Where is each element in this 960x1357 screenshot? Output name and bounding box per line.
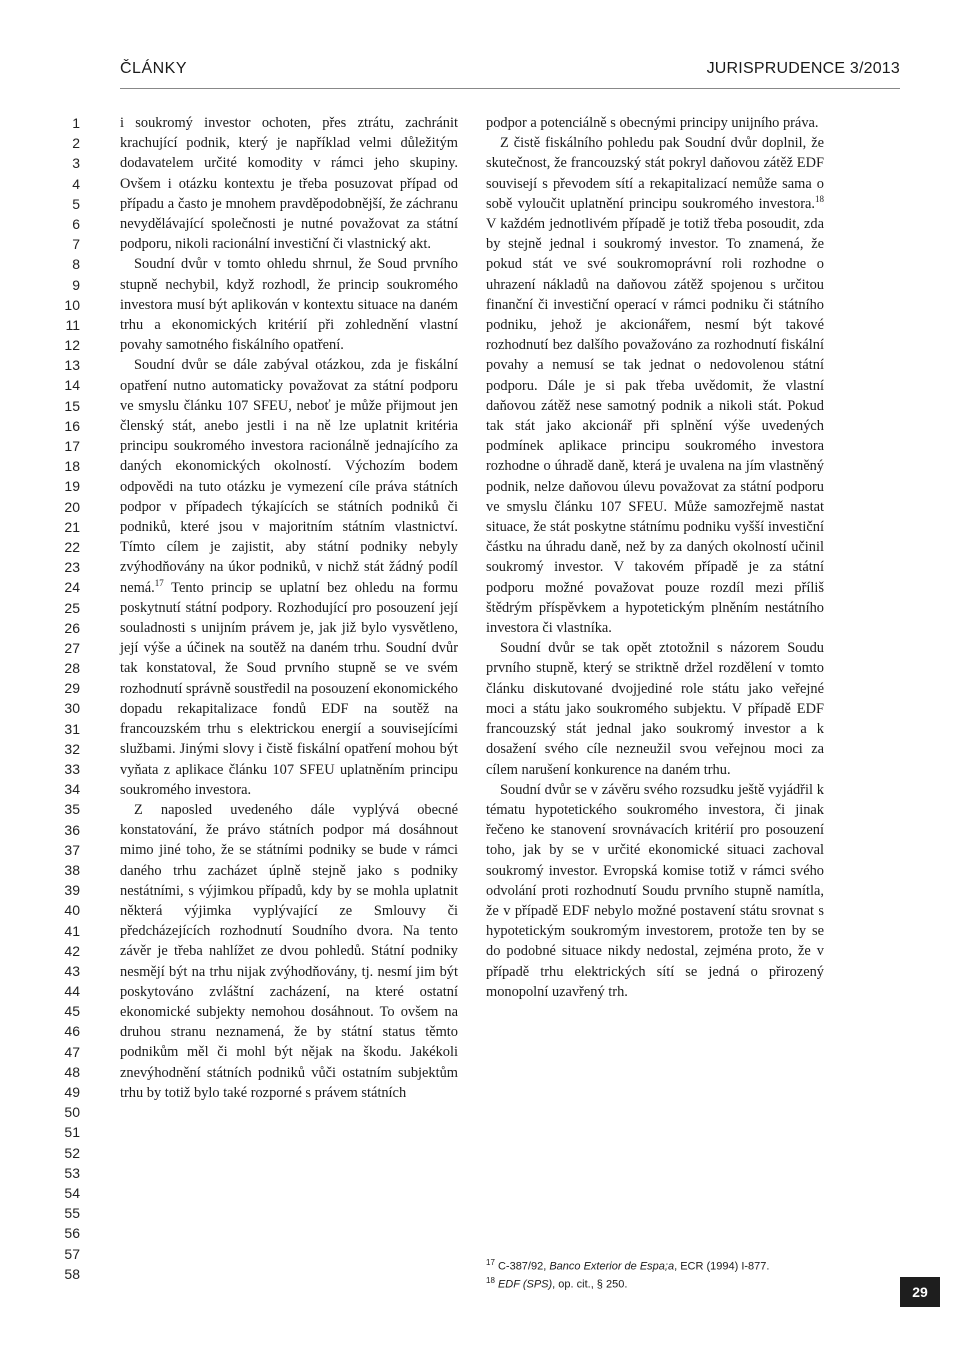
line-number: 30 (64, 700, 80, 717)
footnote-number: 17 (486, 1258, 495, 1267)
right-column (486, 113, 824, 1002)
header-rule (120, 88, 900, 89)
line-number: 2 (72, 135, 80, 152)
line-number: 35 (64, 801, 80, 818)
line-number: 38 (64, 861, 80, 878)
line-number: 31 (64, 720, 80, 737)
line-number: 54 (64, 1184, 80, 1201)
footnotes (486, 1256, 886, 1291)
footnote-text: , op. cit., § 250. (552, 1278, 628, 1291)
line-number: 36 (64, 821, 80, 838)
footnote (486, 1274, 886, 1292)
line-number: 17 (64, 438, 80, 454)
line-number: 52 (64, 1144, 80, 1161)
journal-label: JURISPRUDENCE 3/2013 (706, 60, 900, 77)
text-run: Tento princip se uplatní bez ohledu na formu poskytnutí státní podpory. Rozhodující pro posouzení její souladnosti s unijním právem je, jak již bylo vysvětleno, její výše a účinek na soutěž na daném trhu. Soudní dvůr tak konstatoval, že Soud prvního stupně se ve svém rozhodnutí správně soustředil na posouzení ekonomického dopadu rekapitalizace fondů EDF na soutěž na francouzském trhu s elektrickou energií a souvisejícími službami. Jinými slovy i čistě fiskální opatření mohou být vyňata z aplikace článku 107 SFEU uplatněním principu soukromého investora. (120, 579, 458, 798)
line-number: 43 (64, 962, 80, 979)
line-number: 20 (64, 498, 80, 515)
page-number-badge: 29 (900, 1277, 940, 1307)
line-number: 10 (64, 296, 80, 313)
footnote-text: C-387/92, (497, 1260, 550, 1273)
line-number: 37 (64, 841, 80, 858)
line-number: 46 (64, 1023, 80, 1040)
line-number: 47 (64, 1043, 80, 1060)
line-number: 45 (64, 1003, 80, 1020)
line-number: 26 (64, 619, 80, 636)
line-number: 39 (64, 882, 80, 899)
line-number: 4 (72, 175, 80, 192)
line-number: 11 (65, 316, 80, 333)
line-number: 51 (64, 1124, 80, 1141)
line-number: 33 (64, 761, 80, 777)
line-number: 15 (64, 397, 80, 414)
line-number: 8 (72, 256, 80, 273)
line-number: 1 (72, 115, 80, 131)
left-column (120, 113, 458, 1103)
footnote-case-name: EDF (SPS) (497, 1278, 553, 1291)
line-number: 53 (64, 1164, 80, 1181)
section-label: ČLÁNKY (120, 60, 188, 77)
line-number: 14 (64, 377, 80, 394)
line-number: 28 (64, 660, 80, 677)
line-number: 18 (64, 458, 80, 475)
line-number: 41 (64, 922, 80, 939)
line-number: 25 (64, 599, 80, 616)
footnote-number: 18 (486, 1275, 495, 1285)
footnote-case-name: Banco Exterior de Espa;a (549, 1260, 675, 1273)
line-number: 3 (72, 155, 80, 172)
line-number: 58 (64, 1265, 80, 1282)
line-number: 13 (64, 357, 80, 374)
paragraph (486, 133, 824, 638)
line-number: 21 (64, 518, 80, 535)
line-number: 40 (64, 902, 80, 919)
text-run: Z čistě fiskálního pohledu pak Soudní dvůr doplnil, že skutečnost, že francouzský stát pokryl daňovou zátěž EDF souvisejí s převodem sítí a rekapitalizací nemůže sama o sobě vyloučit uplatnění principu soukromého investora. (486, 135, 824, 212)
line-number: 27 (64, 639, 80, 656)
paragraph: podpor a potenciálně s obecnými principy unijního práva. (486, 115, 819, 131)
paragraph: Soudní dvůr v tomto ohledu shrnul, že Soud prvního stupně nechybil, když rozhodl, že princip soukromého investora musí být aplikován v kontextu situace na daném trhu a ekonomických kritérií při zohlednění vlastní povahy samotného fiskálního opatření. (120, 256, 458, 354)
paragraph: i soukromý investor ochoten, přes ztrátu, zachránit krachující podnik, který je například velmi důležitým dodavatelem určité komodity v rámci jeho skupiny. Ovšem i otázku kontextu je třeba posuzovat případ od případu a často je mnohem pravděpodobnější, že záchranu nevydělávající společnosti je nutné považovat za státní podporu, nikoli racionální investiční či vlastnický akt. (120, 115, 458, 253)
footnote-ref: 18 (815, 194, 824, 205)
line-number: 49 (64, 1084, 80, 1100)
line-numbers (40, 113, 80, 1284)
line-number: 23 (64, 559, 80, 576)
line-number: 48 (64, 1063, 80, 1080)
line-number: 44 (64, 983, 80, 1000)
line-number: 19 (64, 478, 80, 495)
line-number: 34 (64, 781, 80, 798)
paragraph: Soudní dvůr se tak opět ztotožnil s názorem Soudu prvního stupně, který se striktně držel rozdělení v tomto článku diskutované dvojjediné role státu jako veřejné moci a státu jako soukromého subjektu. V případě EDF francouzský stát jednal jako soukromý investor a k dosažení svého cíle nezneužil svou veřejnou moci za cílem narušení konkurence na daném trhu. (486, 640, 824, 778)
line-number: 22 (64, 538, 80, 555)
running-header (120, 58, 900, 82)
text-run: Soudní dvůr se dále zabýval otázkou, zda je fiskální opatření nutno automaticky považovat za státní podporu ve smyslu článku 107 SFEU, neboť je může přijmout jen členský stát, anebo jestli i na ně lze uplatnit kritéria principu soukromého investora racionálně jednajícího za daných ekonomických okolností. Výchozím bodem odpovědi na tuto otázku je vymezení cíle práva státních podpor v případech týkajících se státních podniků či podniků, které jsou v majoritním státním vlastnictví. Tímto cílem je zajistit, aby státní podniky nebyly zvýhodňovány na úkor podniků, v nichž stát žádný podíl nemá. (120, 357, 458, 596)
line-number: 50 (64, 1104, 80, 1121)
line-number: 56 (64, 1225, 80, 1242)
line-number: 7 (72, 236, 80, 253)
line-number: 32 (64, 740, 80, 757)
paragraph (120, 355, 458, 799)
text-run: V každém jednotlivém případě je totiž třeba posoudit, zda by stejně jednal i soukromý investor. To znamená, že pokud stát ve své soukromoprávní roli rozhodne o uhrazení nákladů na daňovou zátěž spojenou s určitou finanční či investiční operací v rámci podniku či státního podniku, jehož je akcionářem, nesmí být takové rozhodnutí bez dalšího považováno za rozhodnutí fiskální povahy a nemusí se tak jednat o nedovolenou státní podporu. Dále je si pak třeba uvědomit, že vlastní daňovou zátěž nese samotný podnik a nikoli stát. Pokud tak stát jako akcionář při splnění výše uvedených podmínek aplikace principu soukromého investora rozhodne o úhradě daně, která je uvalena na jím vlastněný podnik, nelze daňovou úlevu považovat za státní podporu ve smyslu článku 107 SFEU. Může samozřejmě nastat situace, že stát poskytne státnímu podniku vyšší investiční částku na úhradu daně, než by za daných okolností učinil soukromý investor. V takovém případě je za státní podporu možné považovat pouze rozdíl mezi příliš štědrým příspěvkem a hypotetickým plněním nestátního investora či vlastníka. (486, 216, 824, 637)
paragraph: Soudní dvůr se v závěru svého rozsudku ještě vyjádřil k tématu hypotetického soukromého investora, či jinak řečeno ke stanovení srovnávacích kritérií pro posouzení toho, jak by se v určité ekonomické situaci zachoval soukromý investor. Evropská komise totiž v rámci svého odvolání proti rozhodnutí Soudu prvního stupně namítla, že v případě EDF nebylo možné postavení státu srovnat s hypotetickým soukromým investorem, protože ten by se do podobné situace nikdy nedostal, zejména proto, že v případě trhu elektrických sítí se jedná o přirozený monopolní uzavřený trh. (486, 781, 824, 1000)
line-number: 57 (64, 1245, 80, 1262)
footnote (486, 1256, 886, 1274)
line-number: 16 (64, 417, 80, 434)
footnote-ref: 17 (154, 577, 164, 588)
line-number: 24 (64, 579, 80, 596)
line-number: 29 (64, 680, 80, 697)
line-number: 55 (64, 1205, 80, 1222)
line-number: 12 (64, 337, 80, 354)
line-number: 6 (72, 215, 80, 232)
line-number: 42 (64, 942, 80, 959)
paragraph: Z naposled uvedeného dále vyplývá obecné konstatování, že právo státních podpor má dosáhnout mimo jiné toho, že se státními podniky se bude v rámci daného trhu zacházet úplně stejně jako s podniky nestátními, s výjimkou případů, kdy by se mohla uplatnit některá výjimka vyplývající ze Smlouvy či předcházejících rozhodnutí Soudního dvora. Na tento závěr je třeba nahlížet ze dvou pohledů. Státní podniky nesmějí být na trhu nijak zvýhodňovány, tj. nesmí jim být poskytováno zvláštní zacházení, na které ostatní ekonomické subjekty nemohou dosáhnout. To ovšem na druhou stranu neznamená, že by státní status těmto podnikům měl či mohl být nějak na škodu. Jakékoli znevýhodnění státních podniků vůči ostatním subjektům trhu by totiž bylo také rozporné s právem státních (120, 801, 458, 1101)
line-number: 9 (72, 276, 80, 293)
line-number: 5 (72, 195, 80, 212)
footnote-text: , ECR (1994) I-877. (674, 1260, 770, 1273)
